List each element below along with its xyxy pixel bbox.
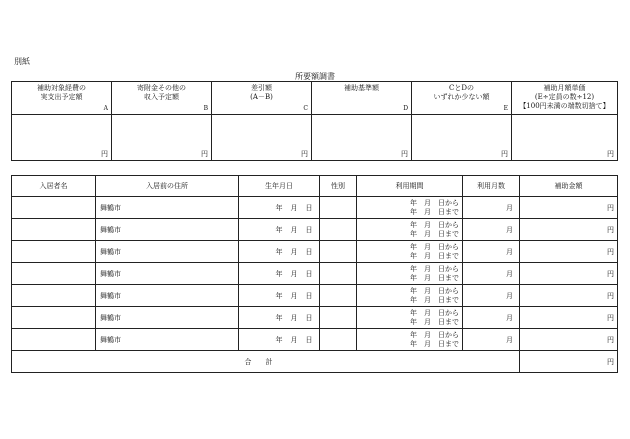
summary-value-cell[interactable]: 円	[12, 115, 112, 161]
usage-months-cell[interactable]: 月	[463, 307, 520, 329]
table-row	[12, 241, 618, 263]
usage-months-cell[interactable]: 月	[463, 219, 520, 241]
address-cell[interactable]: 舞鶴市	[96, 197, 239, 219]
header-sex: 性別	[320, 176, 357, 197]
resident-name-cell[interactable]	[12, 285, 96, 307]
usage-period-cell[interactable]	[357, 241, 463, 263]
summary-value-cell[interactable]: 円	[512, 115, 618, 161]
usage-months-cell[interactable]: 月	[463, 329, 520, 351]
address-cell[interactable]: 舞鶴市	[96, 285, 239, 307]
subsidy-amount-cell[interactable]: 円	[520, 285, 618, 307]
table-row	[12, 263, 618, 285]
period-from: 年 月 日から	[410, 220, 459, 229]
address-cell[interactable]: 舞鶴市	[96, 263, 239, 285]
address-cell[interactable]: 舞鶴市	[96, 219, 239, 241]
detail-header-row	[12, 176, 618, 197]
resident-name-cell[interactable]	[12, 307, 96, 329]
summary-value-cell[interactable]: 円	[112, 115, 212, 161]
birth-date-cell[interactable]: 年 月 日	[239, 197, 320, 219]
summary-header-row	[12, 82, 618, 115]
summary-header-cell: 補助対象経費の 実支出予定額 A	[12, 82, 112, 115]
total-row	[12, 351, 618, 373]
table-row	[12, 329, 618, 351]
period-from: 年 月 日から	[410, 286, 459, 295]
period-from: 年 月 日から	[410, 264, 459, 273]
detail-table	[11, 175, 618, 373]
period-to: 年 月 日まで	[410, 251, 459, 260]
header-birth-date: 生年月日	[239, 176, 320, 197]
header-usage-months: 利用月数	[463, 176, 520, 197]
table-row	[12, 307, 618, 329]
summary-header-cell: 補助月額単価 (E÷定員の数÷12) 【100円未満の端数切捨て】	[512, 82, 618, 115]
subsidy-amount-cell[interactable]: 円	[520, 197, 618, 219]
subsidy-amount-cell[interactable]: 円	[520, 307, 618, 329]
sex-cell[interactable]	[320, 285, 357, 307]
usage-months-cell[interactable]: 月	[463, 263, 520, 285]
summary-value-cell[interactable]: 円	[312, 115, 412, 161]
header-previous-address: 入居前の住所	[96, 176, 239, 197]
period-from: 年 月 日から	[410, 242, 459, 251]
address-cell[interactable]: 舞鶴市	[96, 307, 239, 329]
summary-value-row	[12, 115, 618, 161]
usage-period-cell[interactable]	[357, 263, 463, 285]
table-row	[12, 197, 618, 219]
period-to: 年 月 日まで	[410, 295, 459, 304]
period-to: 年 月 日まで	[410, 229, 459, 238]
period-to: 年 月 日まで	[410, 317, 459, 326]
period-to: 年 月 日まで	[410, 339, 459, 348]
address-cell[interactable]: 舞鶴市	[96, 329, 239, 351]
usage-period-cell[interactable]	[357, 285, 463, 307]
summary-value-cell[interactable]: 円	[212, 115, 312, 161]
usage-period-cell[interactable]	[357, 329, 463, 351]
sex-cell[interactable]	[320, 263, 357, 285]
usage-months-cell[interactable]: 月	[463, 241, 520, 263]
address-cell[interactable]: 舞鶴市	[96, 241, 239, 263]
subsidy-amount-cell[interactable]: 円	[520, 241, 618, 263]
table-row	[12, 285, 618, 307]
sex-cell[interactable]	[320, 219, 357, 241]
document-label: 別紙	[14, 57, 30, 66]
header-subsidy-amount: 補助金額	[520, 176, 618, 197]
table-row	[12, 219, 618, 241]
resident-name-cell[interactable]	[12, 197, 96, 219]
subsidy-amount-cell[interactable]: 円	[520, 329, 618, 351]
period-to: 年 月 日まで	[410, 273, 459, 282]
resident-name-cell[interactable]	[12, 219, 96, 241]
birth-date-cell[interactable]: 年 月 日	[239, 307, 320, 329]
period-from: 年 月 日から	[410, 308, 459, 317]
period-from: 年 月 日から	[410, 198, 459, 207]
usage-period-cell[interactable]	[357, 219, 463, 241]
usage-period-cell[interactable]	[357, 197, 463, 219]
header-resident-name: 入居者名	[12, 176, 96, 197]
usage-period-cell[interactable]	[357, 307, 463, 329]
birth-date-cell[interactable]: 年 月 日	[239, 263, 320, 285]
usage-months-cell[interactable]: 月	[463, 197, 520, 219]
header-usage-period: 利用期間	[357, 176, 463, 197]
sex-cell[interactable]	[320, 241, 357, 263]
period-from: 年 月 日から	[410, 330, 459, 339]
sex-cell[interactable]	[320, 307, 357, 329]
sex-cell[interactable]	[320, 329, 357, 351]
document-title: 所要額調書	[295, 72, 335, 81]
total-label: 合計	[12, 351, 520, 373]
birth-date-cell[interactable]: 年 月 日	[239, 285, 320, 307]
summary-header-cell: 寄附金その他の 収入予定額 B	[112, 82, 212, 115]
resident-name-cell[interactable]	[12, 329, 96, 351]
sex-cell[interactable]	[320, 197, 357, 219]
resident-name-cell[interactable]	[12, 241, 96, 263]
birth-date-cell[interactable]: 年 月 日	[239, 241, 320, 263]
subsidy-amount-cell[interactable]: 円	[520, 219, 618, 241]
summary-header-cell: 補助基準額 D	[312, 82, 412, 115]
birth-date-cell[interactable]: 年 月 日	[239, 329, 320, 351]
period-to: 年 月 日まで	[410, 207, 459, 216]
summary-header-cell: CとDの いずれか少ない額 E	[412, 82, 512, 115]
subsidy-amount-cell[interactable]: 円	[520, 263, 618, 285]
resident-name-cell[interactable]	[12, 263, 96, 285]
usage-months-cell[interactable]: 月	[463, 285, 520, 307]
summary-table	[11, 81, 618, 161]
birth-date-cell[interactable]: 年 月 日	[239, 219, 320, 241]
summary-value-cell[interactable]: 円	[412, 115, 512, 161]
summary-header-cell: 差引額 (A－B) C	[212, 82, 312, 115]
total-amount-cell[interactable]: 円	[520, 351, 618, 373]
